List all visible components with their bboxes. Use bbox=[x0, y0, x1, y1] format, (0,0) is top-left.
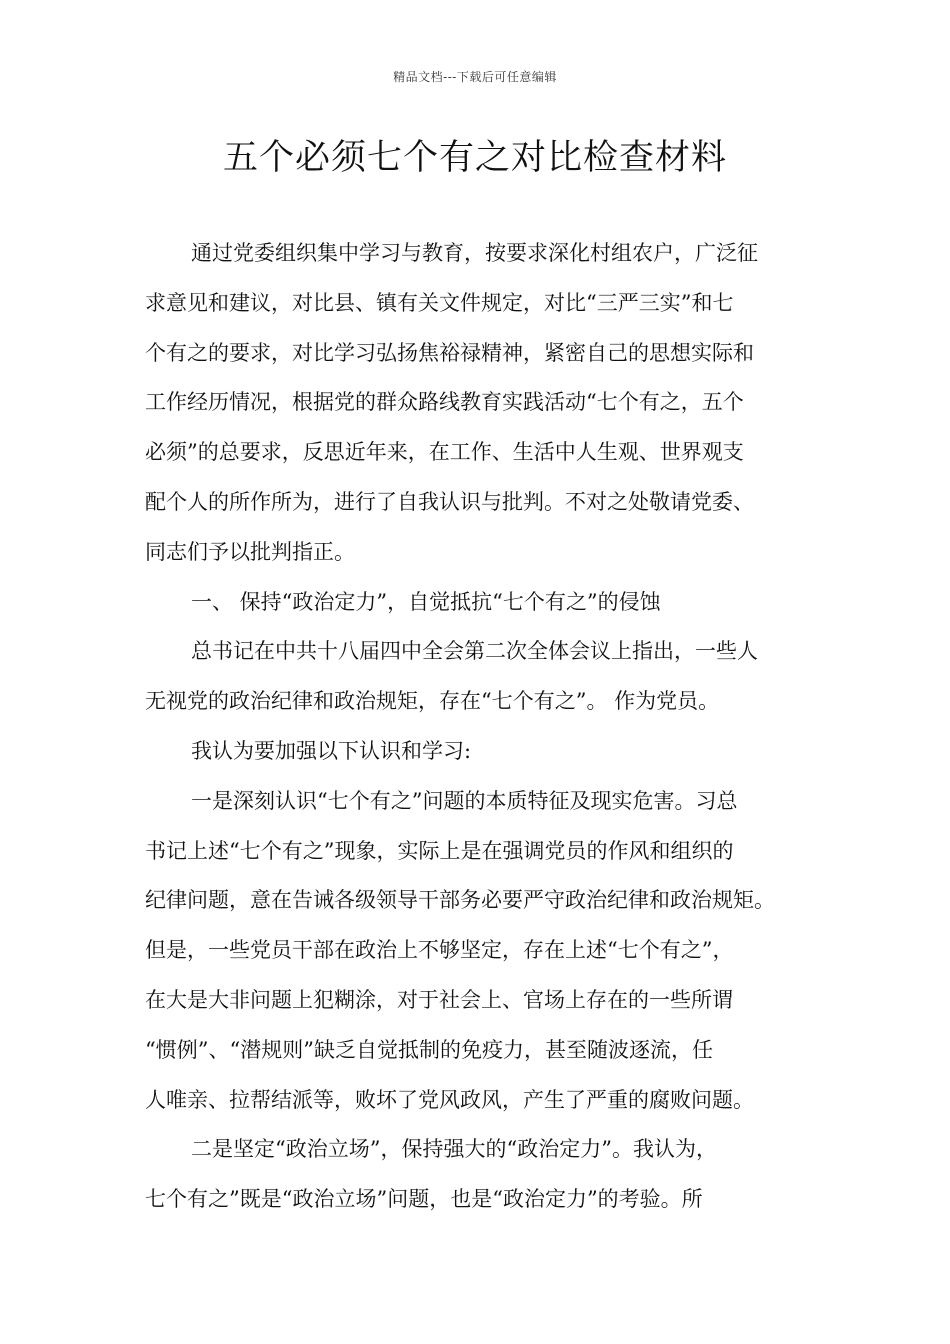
document-title: 五个必须七个有之对比检查材料 bbox=[222, 138, 727, 178]
body-line: 无视党的政治纪律和政治规矩，存在“七个有之”。 作为党员。 bbox=[145, 689, 720, 714]
body-line: 我认为要加强以下认识和学习: bbox=[191, 738, 472, 763]
header-note: 精品文档---下载后可任意编辑 bbox=[393, 70, 557, 84]
body-line: 必须”的总要求，反思近年来，在工作、生活中人生观、世界观支 bbox=[145, 440, 744, 465]
body-line: “惯例”、“潜规则”缺乏自觉抵制的免疫力，甚至随波逐流，任 bbox=[145, 1037, 713, 1062]
body-line: 通过党委组织集中学习与教育，按要求深化村组农户，广泛征 bbox=[191, 241, 758, 265]
body-line: 总书记在中共十八届四中全会第二次全体会议上指出，一些人 bbox=[191, 639, 758, 664]
body-line: 七个有之”既是“政治立场”问题，也是“政治定力”的考验。所 bbox=[145, 1187, 703, 1212]
body-line: 在大是大非问题上犯糊涂，对于社会上、官场上存在的一些所谓 bbox=[145, 987, 733, 1012]
body-line: 工作经历情况，根据党的群众路线教育实践活动“七个有之，五个 bbox=[145, 390, 744, 415]
document-body bbox=[145, 229, 817, 1225]
body-line: 配个人的所作所为，进行了自我认识与批判。不对之处敬请党委、 bbox=[145, 489, 754, 514]
body-line: 书记上述“七个有之”现象，实际上是在强调党员的作风和组织的 bbox=[145, 838, 734, 863]
body-line: 一是深刻认识“七个有之”问题的本质特征及现实危害。习总 bbox=[191, 788, 738, 813]
body-line: 个有之的要求，对比学习弘扬焦裕禄精神，紧密自己的思想实际和 bbox=[145, 340, 754, 365]
body-line: 二是坚定“政治立场”，保持强大的“政治定力”。我认为， bbox=[191, 1137, 717, 1162]
body-line: 纪律问题，意在告诫各级领导干部务必要严守政治纪律和政治规矩。 bbox=[145, 888, 775, 913]
body-line: 一、 保持“政治定力”，自觉抵抗“七个有之”的侵蚀 bbox=[191, 589, 661, 614]
body-line: 人唯亲、拉帮结派等，败坏了党风政风，产生了严重的腐败问题。 bbox=[145, 1087, 754, 1112]
body-line: 但是，一些党员干部在政治上不够坚定，存在上述“七个有之”， bbox=[145, 938, 734, 963]
body-line: 同志们予以批判指正。 bbox=[145, 539, 355, 564]
body-line: 求意见和建议，对比县、镇有关文件规定，对比“三严三实”和七 bbox=[145, 290, 734, 315]
